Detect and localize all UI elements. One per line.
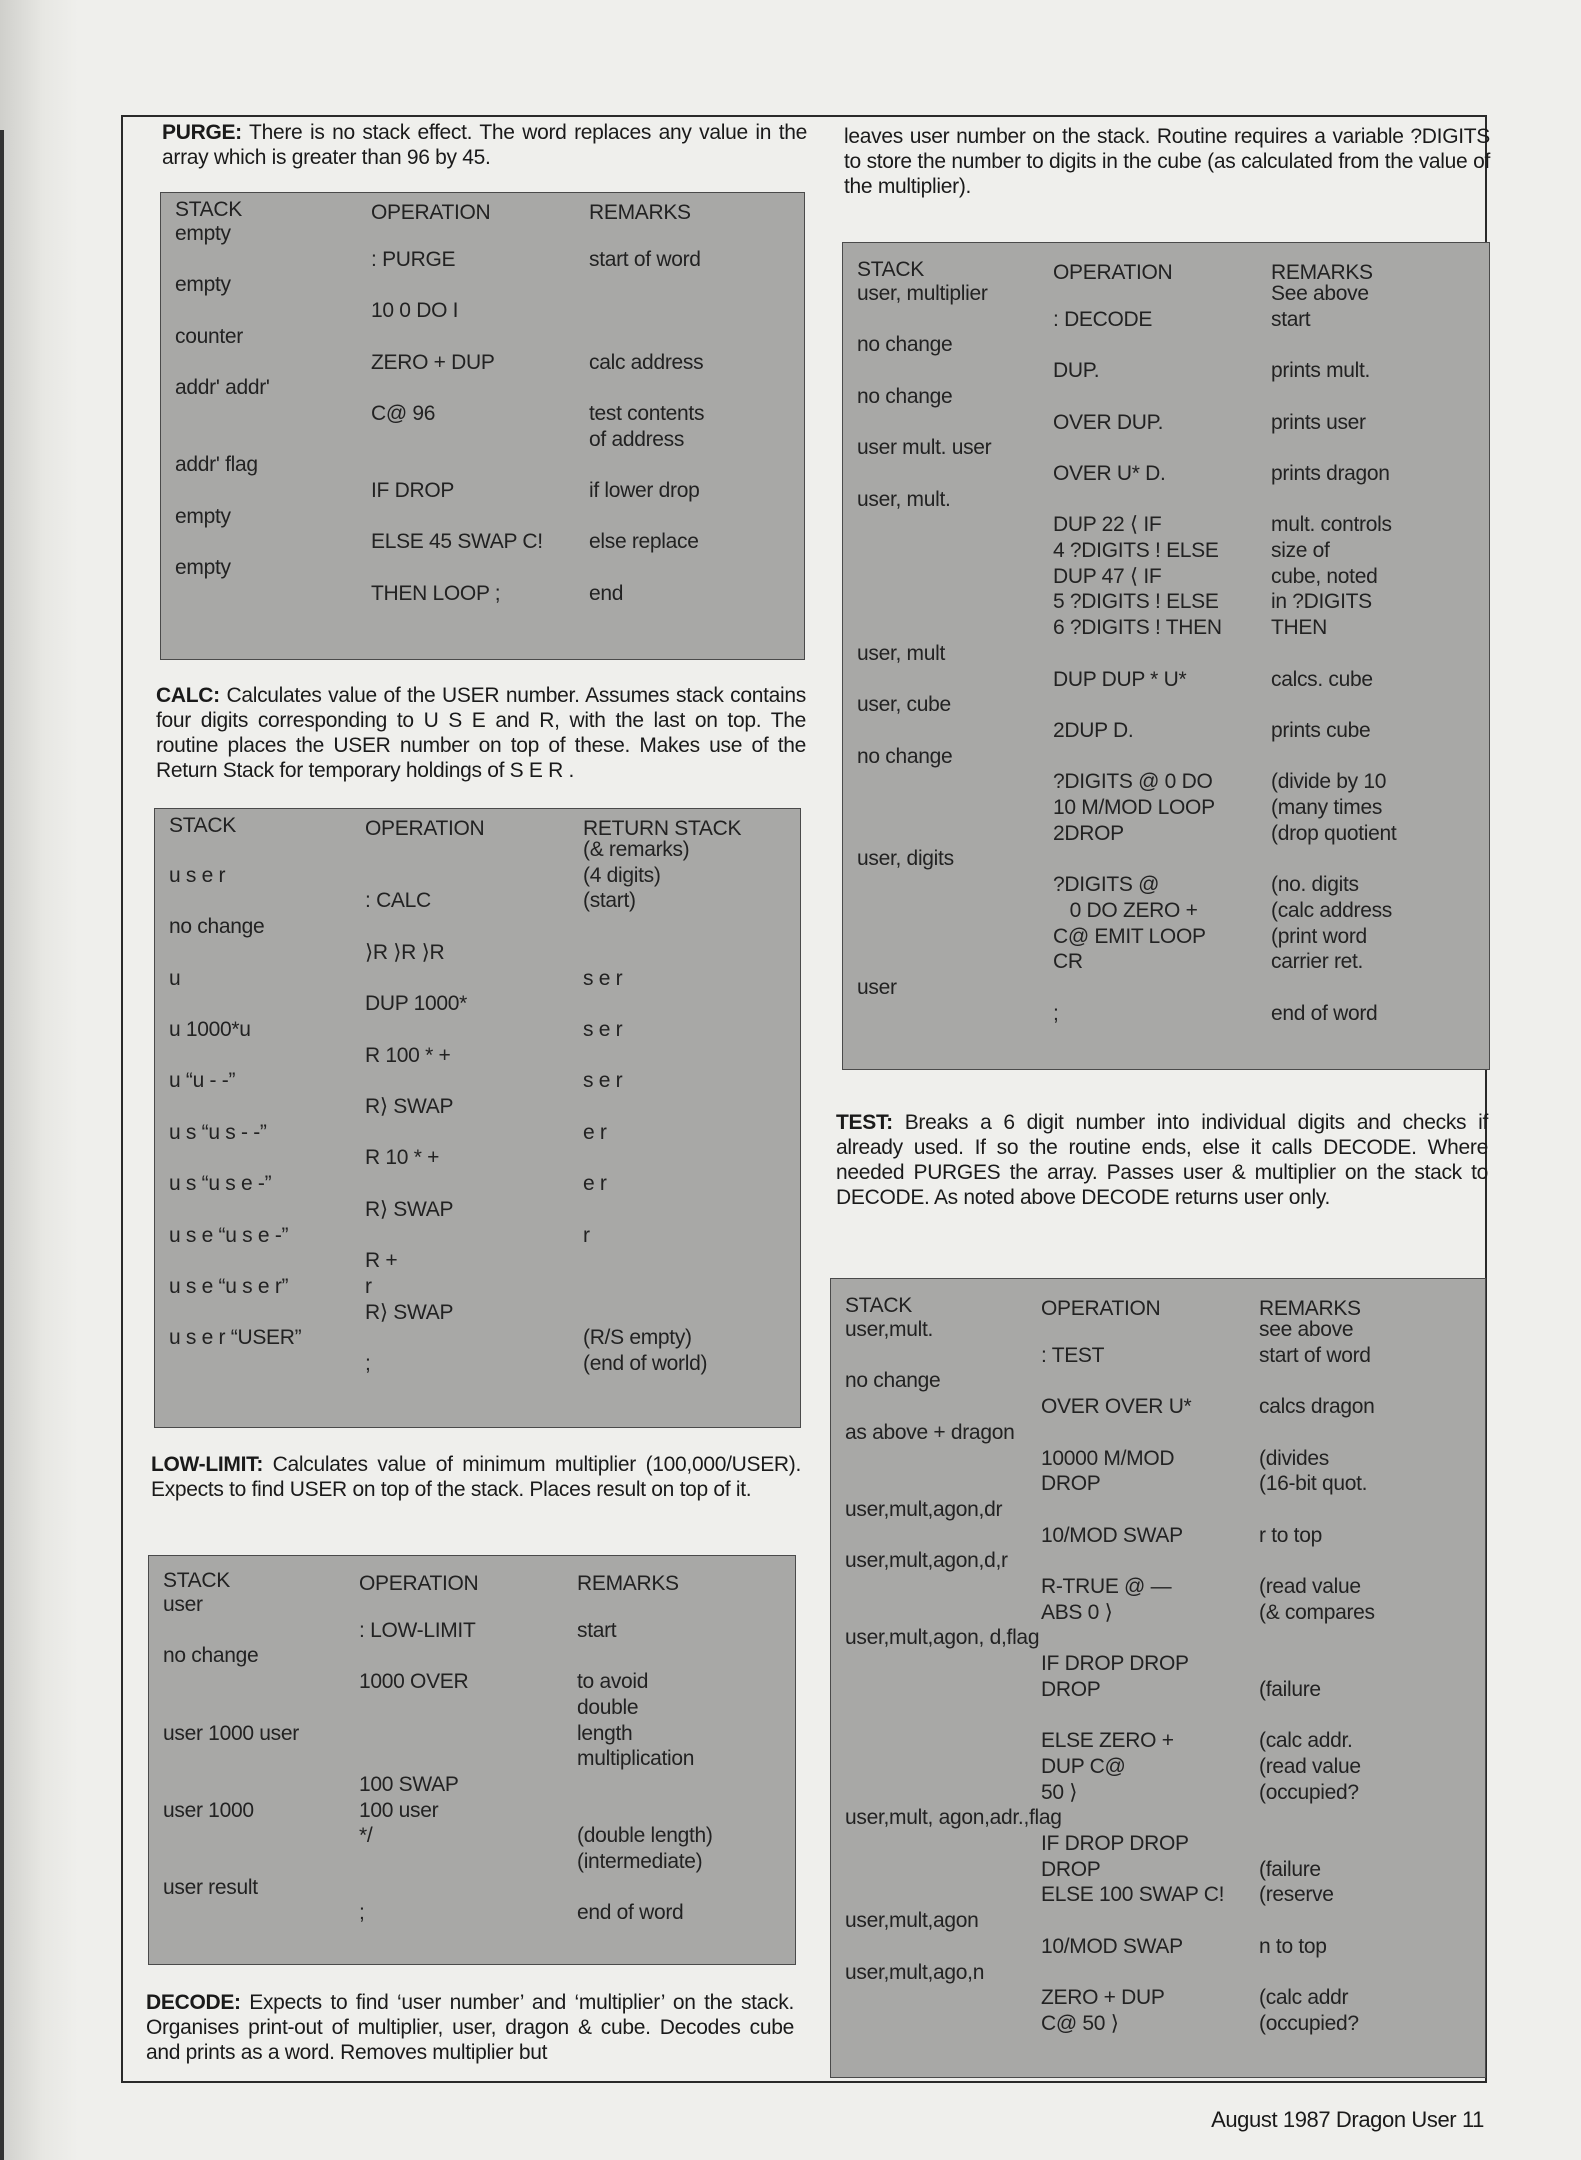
column-header: OPERATION	[1041, 1297, 1161, 1321]
purge-text: There is no stack effect. The word replaces any value in the array which is greater than 96 by 45.	[162, 121, 807, 169]
operation-cell: DUP 1000*	[365, 992, 467, 1016]
operation-cell: 100 user	[359, 1798, 439, 1822]
operation-cell: ELSE 100 SWAP C!	[1041, 1883, 1225, 1907]
operation-cell: DUP C@	[1041, 1754, 1126, 1778]
stack-cell: empty	[175, 273, 231, 297]
stack-cell: user, multiplier	[857, 282, 988, 305]
remarks-cell: r	[583, 1223, 590, 1247]
stack-cell: u s “u s e -”	[169, 1172, 272, 1196]
stack-cell: user,mult,agon,dr	[845, 1497, 1003, 1521]
remarks-cell: (read value	[1259, 1575, 1361, 1598]
remarks-cell: s e r	[583, 1069, 623, 1093]
stack-cell: no change	[163, 1644, 259, 1668]
column-header: REMARKS	[1259, 1297, 1361, 1321]
remarks-cell: start of word	[589, 247, 701, 271]
binding-edge	[0, 130, 4, 2160]
remarks-cell: (calc address	[1271, 898, 1392, 922]
page-spine-shadow	[0, 0, 78, 2160]
operation-cell: 10000 M/MOD	[1041, 1446, 1175, 1470]
remarks-cell: (failure	[1259, 1677, 1321, 1701]
remarks-cell: prints cube	[1271, 718, 1371, 742]
remarks-cell: r to top	[1259, 1523, 1322, 1547]
remarks-cell: in ?DIGITS	[1271, 590, 1372, 614]
operation-cell: C@ EMIT LOOP	[1053, 924, 1206, 948]
operation-cell: ?DIGITS @ 0 DO	[1053, 770, 1213, 794]
test-table	[830, 1278, 1486, 2078]
remarks-cell: (print word	[1271, 924, 1367, 948]
remarks-cell: (start)	[583, 889, 636, 913]
operation-cell: 2DUP D.	[1053, 718, 1134, 742]
stack-cell: empty	[175, 504, 231, 528]
operation-cell: DUP DUP * U*	[1053, 667, 1187, 691]
stack-cell: no change	[857, 384, 953, 408]
stack-cell: user,mult,agon,d,r	[845, 1549, 1008, 1573]
remarks-cell: to avoid	[577, 1670, 649, 1694]
remarks-cell: calcs. cube	[1271, 667, 1373, 691]
page-footer: August 1987 Dragon User 11	[1211, 2107, 1484, 2132]
operation-cell: R 10 * +	[365, 1146, 440, 1170]
operation-cell: 5 ?DIGITS ! ELSE	[1053, 590, 1219, 614]
operation-cell: ?DIGITS @	[1053, 873, 1160, 897]
stack-cell: counter	[175, 324, 243, 348]
operation-cell: 6 ?DIGITS ! THEN	[1053, 616, 1222, 640]
stack-cell: empty	[175, 222, 231, 245]
remarks-cell: (double length)	[577, 1824, 713, 1848]
operation-cell: DUP 22 ⟨ IF	[1053, 513, 1162, 537]
remarks-cell: (16-bit quot.	[1259, 1472, 1368, 1496]
remarks-cell: (& remarks)	[583, 838, 690, 861]
remarks-cell: end of word	[577, 1901, 684, 1925]
operation-cell: 10/MOD SWAP	[1041, 1523, 1183, 1547]
stack-cell: no change	[845, 1369, 941, 1393]
operation-cell: : DECODE	[1053, 307, 1153, 331]
operation-cell: IF DROP DROP	[1041, 1652, 1189, 1676]
remarks-cell: (calc addr	[1259, 1986, 1349, 2010]
column-header: OPERATION	[365, 817, 485, 841]
remarks-cell: test contents	[589, 401, 705, 425]
stack-cell: u s e r “USER”	[169, 1326, 302, 1350]
remarks-cell: (calc addr.	[1259, 1729, 1353, 1753]
operation-cell: 100 SWAP	[359, 1772, 459, 1796]
remarks-cell: start of word	[1259, 1343, 1371, 1367]
purge-table	[160, 192, 805, 660]
decode-intro	[146, 1990, 794, 2065]
test-text: Breaks a 6 digit number into individual digits and checks if already used. If so the routine ends, else it calls DECODE. Where needed PURGES the array. Passes user & multiplier on the stack to DECODE. As noted above DECODE returns user only.	[836, 1111, 1488, 1209]
remarks-cell: THEN	[1271, 616, 1327, 640]
operation-cell: */	[359, 1824, 373, 1848]
stack-cell: user,mult,agon, d,flag	[845, 1626, 1040, 1650]
operation-cell: 50 ⟩	[1041, 1780, 1078, 1804]
operation-cell: C@ 50 ⟩	[1041, 2011, 1119, 2035]
calc-intro	[156, 683, 806, 783]
operation-cell: ;	[365, 1352, 371, 1375]
column-header: STACK	[845, 1294, 912, 1318]
stack-cell: no change	[169, 915, 265, 939]
operation-cell: R⟩ SWAP	[365, 1095, 454, 1118]
column-header: STACK	[175, 198, 242, 222]
remarks-cell: e r	[583, 1172, 607, 1196]
stack-cell: user, cube	[857, 693, 951, 717]
stack-cell: user,mult.	[845, 1318, 934, 1341]
operation-cell: DROP	[1041, 1472, 1101, 1496]
stack-cell: no change	[857, 333, 953, 357]
stack-cell: user result	[163, 1875, 258, 1899]
operation-cell: DUP 47 ⟨ IF	[1053, 564, 1162, 588]
calc-text: Calculates value of the USER number. Assumes stack contains four digits corresponding to U S E and R, with the last on top. The routine places the USER number on top of these. Makes use of the Return Stack for temporary holdings of S E R .	[156, 684, 806, 782]
remarks-cell: end of word	[1271, 1001, 1378, 1025]
operation-cell: ZERO + DUP	[371, 350, 495, 374]
purge-intro	[162, 120, 807, 170]
calc-term: CALC:	[156, 684, 220, 707]
stack-cell: empty	[175, 556, 231, 580]
stack-cell: addr' flag	[175, 453, 258, 477]
operation-cell: R⟩ SWAP	[365, 1197, 454, 1221]
remarks-cell: (intermediate)	[577, 1850, 703, 1873]
operation-cell: 4 ?DIGITS ! ELSE	[1053, 539, 1219, 562]
remarks-cell: double	[577, 1695, 639, 1719]
stack-cell: u 1000*u	[169, 1017, 251, 1041]
stack-cell: u s “u s - -”	[169, 1120, 267, 1144]
operation-cell: 1000 OVER	[359, 1670, 469, 1694]
operation-cell: : CALC	[365, 889, 431, 913]
remarks-cell: (R/S empty)	[583, 1326, 692, 1350]
operation-cell: 10/MOD SWAP	[1041, 1934, 1183, 1958]
operation-cell: R +	[365, 1249, 398, 1273]
remarks-cell: (many times	[1271, 796, 1383, 819]
remarks-cell: carrier ret.	[1271, 950, 1364, 974]
operation-cell: ELSE 45 SWAP C!	[371, 530, 543, 554]
remarks-cell: (no. digits	[1271, 873, 1359, 897]
column-header: STACK	[163, 1569, 230, 1593]
stack-cell: user,mult,ago,n	[845, 1960, 985, 1984]
remarks-cell: (end of world)	[583, 1352, 708, 1375]
lowlimit-table	[148, 1555, 796, 1965]
remarks-cell: prints mult.	[1271, 359, 1371, 383]
remarks-cell: start	[1271, 307, 1311, 331]
operation-cell: ;	[1053, 1001, 1059, 1025]
stack-cell: u “u - -”	[169, 1069, 236, 1093]
operation-cell: OVER U* D.	[1053, 461, 1166, 485]
remarks-cell: s e r	[583, 966, 623, 990]
remarks-cell: cube, noted	[1271, 564, 1378, 588]
stack-cell: user, digits	[857, 847, 954, 871]
operation-cell: 10 M/MOD LOOP	[1053, 796, 1215, 819]
operation-cell: : TEST	[1041, 1343, 1105, 1367]
remarks-cell: prints user	[1271, 410, 1366, 434]
stack-cell: user, mult.	[857, 487, 951, 511]
stack-cell: no change	[857, 744, 953, 768]
operation-cell: ;	[359, 1901, 365, 1925]
stack-cell: user 1000	[163, 1798, 254, 1822]
remarks-cell: (read value	[1259, 1754, 1361, 1778]
purge-term: PURGE:	[162, 121, 242, 144]
remarks-cell: (occupied?	[1259, 2011, 1359, 2035]
remarks-cell: (divides	[1259, 1446, 1329, 1470]
operation-cell: : PURGE	[371, 247, 456, 271]
test-intro	[836, 1110, 1488, 1210]
operation-cell: C@ 96	[371, 401, 436, 425]
operation-cell: ELSE ZERO +	[1041, 1729, 1174, 1753]
stack-cell: user	[163, 1593, 203, 1616]
decode-term: DECODE:	[146, 1991, 241, 2014]
operation-cell: DROP	[1041, 1857, 1101, 1881]
stack-cell: addr' addr'	[175, 376, 270, 400]
remarks-cell: size of	[1271, 539, 1330, 562]
remarks-cell: if lower drop	[589, 479, 700, 502]
column-header: OPERATION	[1053, 261, 1173, 285]
column-header: STACK	[857, 258, 924, 282]
decode-text: Expects to find ‘user number’ and ‘multiplier’ on the stack. Organises print-out of multiplier, user, dragon & cube. Decodes cube and prints as a word. Removes multiplier but	[146, 1991, 794, 2064]
column-header: OPERATION	[371, 201, 491, 225]
test-term: TEST:	[836, 1111, 893, 1134]
stack-cell: u s e “u s e -”	[169, 1223, 289, 1247]
column-header: REMARKS	[1271, 261, 1373, 285]
operation-cell: R 100 * +	[365, 1043, 451, 1067]
remarks-cell: start	[577, 1618, 617, 1642]
column-header: REMARKS	[589, 201, 691, 225]
column-header: RETURN STACK	[583, 817, 742, 841]
remarks-cell: of address	[589, 427, 685, 451]
stack-cell: user 1000 user	[163, 1721, 299, 1745]
remarks-cell: s e r	[583, 1017, 623, 1041]
calc-table	[154, 808, 801, 1428]
operation-cell: CR	[1053, 950, 1083, 974]
stack-cell: user, mult	[857, 641, 946, 665]
remarks-cell: end	[589, 581, 624, 605]
column-header: OPERATION	[359, 1572, 479, 1596]
column-header: REMARKS	[577, 1572, 679, 1596]
remarks-cell: calc address	[589, 350, 704, 374]
operation-cell: ⟩R ⟩R ⟩R	[365, 940, 445, 964]
remarks-cell: prints dragon	[1271, 461, 1390, 485]
operation-cell: DROP	[1041, 1677, 1101, 1701]
operation-cell: 2DROP	[1053, 821, 1124, 845]
remarks-cell: (reserve	[1259, 1883, 1334, 1907]
operation-cell: OVER OVER U*	[1041, 1395, 1192, 1419]
remarks-cell: See above	[1271, 282, 1369, 305]
operation-cell: 0 DO ZERO +	[1053, 898, 1198, 922]
remarks-cell: (drop quotient	[1271, 821, 1397, 845]
operation-cell: 10 0 DO I	[371, 299, 459, 323]
stack-cell: user	[857, 975, 897, 999]
stack-cell: user mult. user	[857, 436, 992, 460]
remarks-cell: (occupied?	[1259, 1780, 1359, 1804]
remarks-cell: e r	[583, 1120, 607, 1144]
remarks-cell: (failure	[1259, 1857, 1321, 1881]
stack-cell: user,mult,agon	[845, 1909, 979, 1933]
remarks-cell: else replace	[589, 530, 699, 554]
operation-cell: r	[365, 1274, 372, 1298]
operation-cell: R-TRUE @ —	[1041, 1575, 1172, 1598]
operation-cell: ZERO + DUP	[1041, 1986, 1165, 2010]
remarks-cell: see above	[1259, 1318, 1354, 1341]
remarks-cell: length	[577, 1721, 633, 1745]
stack-cell: u s e r	[169, 863, 226, 887]
lowlimit-intro	[151, 1452, 801, 1502]
stack-cell: user,mult, agon,adr.,flag	[845, 1806, 1062, 1830]
remarks-cell: calcs dragon	[1259, 1395, 1375, 1419]
operation-cell: IF DROP	[371, 479, 455, 502]
remarks-cell: (divide by 10	[1271, 770, 1387, 794]
lowlimit-term: LOW-LIMIT:	[151, 1453, 264, 1476]
remarks-cell: (4 digits)	[583, 863, 661, 887]
operation-cell: IF DROP DROP	[1041, 1832, 1189, 1855]
remarks-cell: n to top	[1259, 1934, 1327, 1958]
lowlimit-text: Calculates value of minimum multiplier (100,000/USER). Expects to find USER on top of the stack. Places result on top of it.	[151, 1453, 801, 1501]
remarks-cell: multiplication	[577, 1747, 695, 1771]
remarks-cell: (& compares	[1259, 1600, 1375, 1624]
operation-cell: R⟩ SWAP	[365, 1300, 454, 1324]
stack-cell: as above + dragon	[845, 1420, 1015, 1444]
decode-continued: leaves user number on the stack. Routine requires a variable ?DIGITS to store the number to digits in the cube (as calculated from the value of the multiplier).	[844, 125, 1490, 198]
decode-table	[842, 242, 1490, 1070]
remarks-cell: mult. controls	[1271, 513, 1392, 537]
column-header: STACK	[169, 814, 236, 838]
stack-cell: u s e “u s e r”	[169, 1274, 289, 1298]
operation-cell: OVER DUP.	[1053, 410, 1164, 434]
operation-cell: ABS 0 ⟩	[1041, 1600, 1113, 1624]
operation-cell: THEN LOOP ;	[371, 581, 501, 605]
operation-cell: : LOW-LIMIT	[359, 1618, 476, 1642]
operation-cell: DUP.	[1053, 359, 1100, 383]
stack-cell: u	[169, 966, 181, 990]
